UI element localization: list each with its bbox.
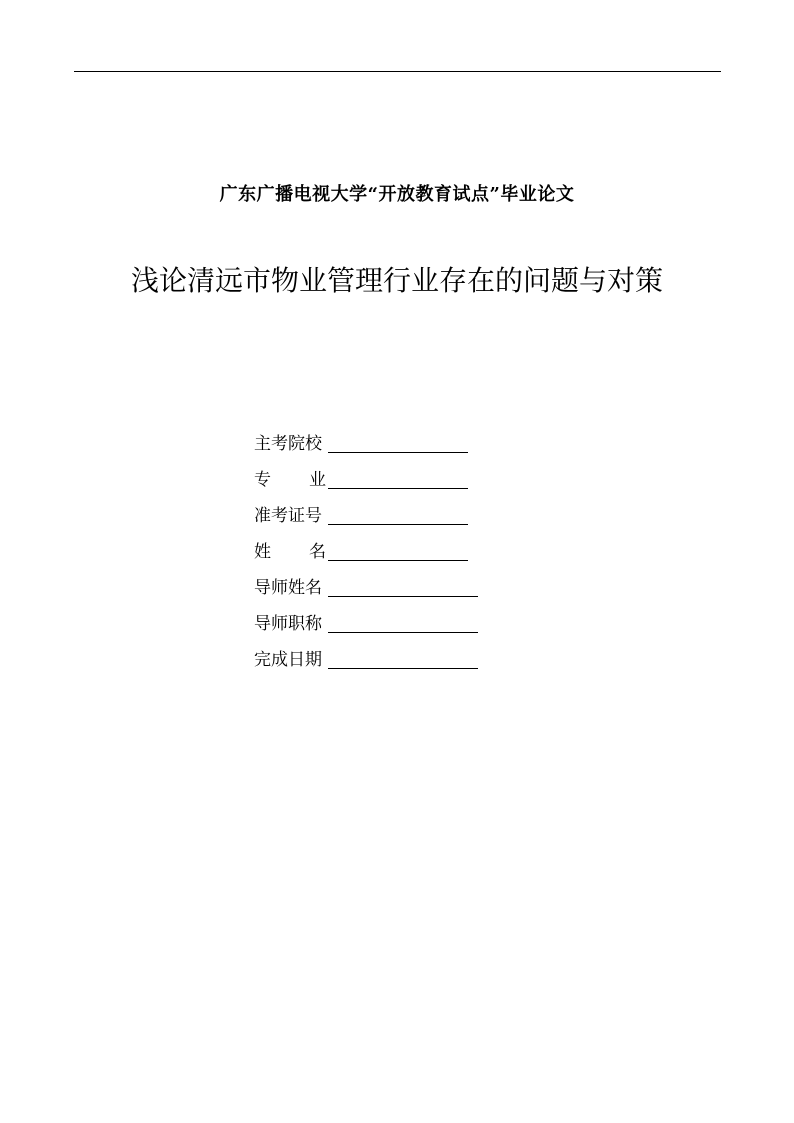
field-label-name-char-1: 姓: [254, 542, 271, 562]
field-row-major: [254, 456, 478, 492]
field-row-exam-institution: [254, 420, 478, 456]
field-blank-major[interactable]: [328, 488, 468, 489]
field-row-completion-date: [254, 636, 478, 672]
field-label-completion-date: 完成日期: [254, 650, 322, 670]
field-label-advisor-title: 导师职称: [254, 614, 322, 634]
field-blank-advisor-title[interactable]: [328, 632, 478, 633]
field-label-advisor-name: 导师姓名: [254, 578, 322, 598]
field-label-major: [254, 468, 328, 492]
field-row-advisor-title: [254, 600, 478, 636]
university-heading: 广东广播电视大学“开放教育试点”毕业论文: [219, 184, 575, 205]
field-row-admission-number: [254, 492, 478, 528]
field-row-name: [254, 528, 478, 564]
field-label-exam-institution: 主考院校: [254, 434, 322, 454]
field-label-major-char-2: 业: [309, 470, 326, 490]
cover-info-form: [254, 420, 478, 672]
field-blank-exam-institution[interactable]: [328, 452, 468, 453]
field-blank-advisor-name[interactable]: [328, 596, 478, 597]
field-label-major-char-1: 专: [254, 470, 271, 490]
field-row-advisor-name: [254, 564, 478, 600]
field-label-admission-number: 准考证号: [254, 506, 322, 526]
thesis-title: 浅论清远市物业管理行业存在的问题与对策: [130, 264, 663, 297]
field-blank-name[interactable]: [328, 560, 468, 561]
field-blank-admission-number[interactable]: [328, 524, 468, 525]
header-rule: [74, 71, 721, 72]
field-blank-completion-date[interactable]: [328, 668, 478, 669]
field-label-name-char-2: 名: [309, 542, 326, 562]
field-label-name: [254, 540, 328, 564]
